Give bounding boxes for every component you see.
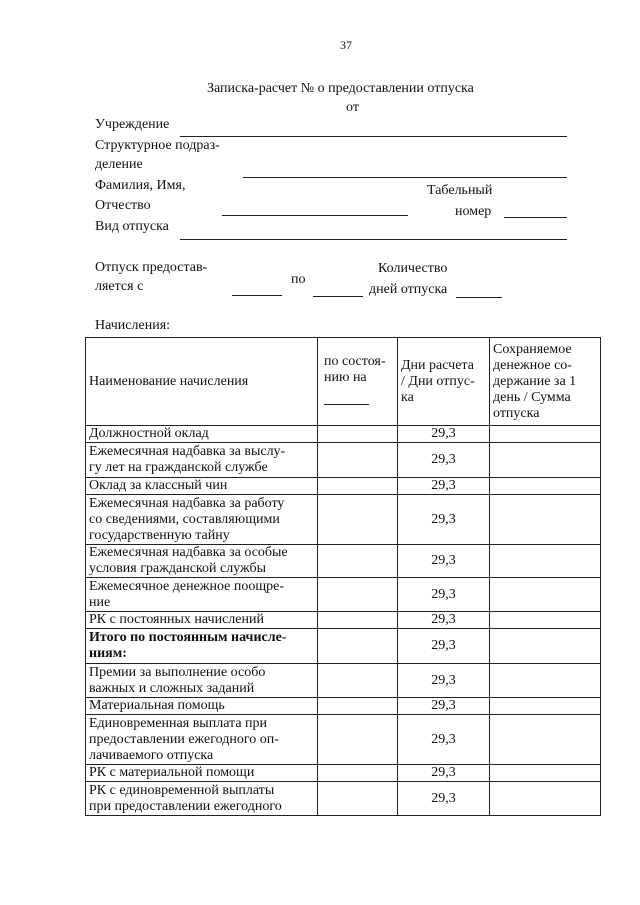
- accrual-name-line: Ежемесячная надбавка за выслу-: [89, 444, 286, 459]
- accrual-name-line: Премии за выполнение особо: [89, 664, 266, 680]
- leave-from-field-line[interactable]: [232, 295, 282, 296]
- accrual-name-line: РК с единовременной выплаты: [89, 782, 275, 798]
- accrual-name-cell: [86, 478, 318, 495]
- days-cell: 29,3: [398, 629, 490, 664]
- table-row: [86, 765, 601, 782]
- leave-type-field-line[interactable]: [180, 239, 567, 240]
- accrual-name-cell: [86, 443, 318, 478]
- amount-cell[interactable]: [490, 495, 601, 545]
- as-of-cell[interactable]: [318, 426, 398, 443]
- accrual-name-line: Должностной оклад: [89, 426, 209, 441]
- accrual-name-line: со сведениями, составляющими: [89, 511, 280, 527]
- name-label: Фамилия, Имя,: [95, 178, 186, 193]
- as-of-cell[interactable]: [318, 578, 398, 612]
- accrual-name-cell: [86, 495, 318, 545]
- days-cell: 29,3: [398, 443, 490, 478]
- accrual-name-cell: [86, 664, 318, 698]
- table-row: [86, 545, 601, 578]
- header-accrual-name: Наименование начисления: [86, 338, 318, 426]
- as-of-cell[interactable]: [318, 782, 398, 816]
- as-of-cell[interactable]: [318, 545, 398, 578]
- days-cell: 29,3: [398, 664, 490, 698]
- days-cell: 29,3: [398, 698, 490, 715]
- days-cell: 29,3: [398, 426, 490, 443]
- accrual-name-cell: [86, 715, 318, 765]
- accrual-name-line: Ежемесячное денежное поощре-: [89, 578, 284, 594]
- document-title: Записка-расчет № о предоставлении отпуска: [207, 81, 474, 96]
- days-cell: 29,3: [398, 765, 490, 782]
- personnel-number-label: Табельный: [427, 183, 493, 198]
- accrual-name-cell: [86, 578, 318, 612]
- department-field-line[interactable]: [243, 177, 567, 178]
- accrual-name-cell: [86, 545, 318, 578]
- amount-cell[interactable]: [490, 715, 601, 765]
- accrual-name-line: Ежемесячная надбавка за работу: [89, 495, 285, 511]
- table-row: [86, 782, 601, 816]
- days-cell: 29,3: [398, 612, 490, 629]
- as-of-cell[interactable]: [318, 478, 398, 495]
- accrual-name-cell: [86, 629, 318, 664]
- accrual-name-line: Материальная помощь: [89, 698, 225, 713]
- department-label: Структурное подраз-: [95, 138, 220, 153]
- accrual-name-line: при предоставлении ежегодного: [89, 798, 282, 814]
- accrual-name-line: Итого по постоянным начисле-: [89, 630, 287, 645]
- department-label-cont: деление: [95, 157, 143, 172]
- amount-cell[interactable]: [490, 782, 601, 816]
- leave-days-field-line[interactable]: [456, 297, 502, 298]
- table-row: [86, 443, 601, 478]
- accrual-name-cell: [86, 782, 318, 816]
- leave-from-label-cont: ляется с: [95, 279, 144, 294]
- leave-to-field-line[interactable]: [313, 296, 363, 297]
- accrual-name-line: РК с постоянных начислений: [89, 612, 264, 627]
- as-of-cell[interactable]: [318, 612, 398, 629]
- name-field-line[interactable]: [222, 215, 408, 216]
- accrual-name-line: Ежемесячная надбавка за особые: [89, 545, 288, 560]
- table-row: [86, 426, 601, 443]
- leave-days-label-cont: дней отпуска: [369, 282, 448, 297]
- page-number: 37: [340, 38, 352, 52]
- accrual-name-cell: [86, 426, 318, 443]
- institution-label: Учреждение: [95, 117, 170, 132]
- table-row: [86, 578, 601, 612]
- accruals-label: Начисления:: [95, 318, 171, 333]
- table-row: [86, 715, 601, 765]
- days-cell: 29,3: [398, 715, 490, 765]
- as-of-date-line[interactable]: [324, 404, 369, 405]
- as-of-cell[interactable]: [318, 698, 398, 715]
- as-of-cell[interactable]: [318, 629, 398, 664]
- name-label-cont: Отчество: [95, 198, 151, 213]
- accrual-name-line: предоставлении ежегодного оп-: [89, 731, 279, 747]
- institution-field-line[interactable]: [180, 136, 567, 137]
- accrual-name-line: условия гражданской службы: [89, 561, 267, 576]
- amount-cell[interactable]: [490, 478, 601, 495]
- document-date-label: от: [346, 100, 359, 115]
- leave-type-label: Вид отпуска: [95, 219, 169, 234]
- accrual-name-line: ние: [89, 594, 111, 610]
- table-row: [86, 478, 601, 495]
- as-of-cell[interactable]: [318, 715, 398, 765]
- accrual-name-line: лачиваемого отпуска: [89, 747, 214, 763]
- days-cell: 29,3: [398, 495, 490, 545]
- as-of-cell[interactable]: [318, 664, 398, 698]
- accrual-name-line: гу лет на гражданской службе: [89, 460, 268, 475]
- leave-from-label: Отпуск предостав-: [95, 260, 208, 275]
- accrual-name-cell: [86, 765, 318, 782]
- as-of-cell[interactable]: [318, 765, 398, 782]
- header-daily-amount: Сохраняемое денежное со- держание за 1 день / Сумма отпуска: [490, 338, 601, 426]
- days-cell: 29,3: [398, 578, 490, 612]
- table-row: [86, 612, 601, 629]
- personnel-number-field-line[interactable]: [504, 217, 567, 218]
- header-as-of-date: по состоя- нию на: [318, 338, 398, 426]
- accrual-name-cell: [86, 612, 318, 629]
- accrual-name-line: Единовременная выплата при: [89, 715, 268, 731]
- amount-cell[interactable]: [490, 664, 601, 698]
- amount-cell[interactable]: [490, 698, 601, 715]
- as-of-cell[interactable]: [318, 443, 398, 478]
- table-header-row: [86, 338, 601, 426]
- accrual-name-line: важных и сложных заданий: [89, 680, 255, 696]
- leave-to-label: по: [291, 272, 306, 287]
- table-row: [86, 495, 601, 545]
- personnel-number-label-cont: номер: [455, 204, 492, 219]
- accruals-table: [85, 337, 601, 816]
- amount-cell[interactable]: [490, 443, 601, 478]
- days-cell: 29,3: [398, 782, 490, 816]
- header-days: Дни расчета / Дни отпус- ка: [398, 338, 490, 426]
- amount-cell[interactable]: [490, 578, 601, 612]
- amount-cell[interactable]: [490, 545, 601, 578]
- accrual-name-line: Оклад за классный чин: [89, 478, 228, 493]
- leave-days-label: Количество: [378, 261, 448, 276]
- days-cell: 29,3: [398, 478, 490, 495]
- accrual-name-line: ниям:: [89, 646, 127, 661]
- amount-cell[interactable]: [490, 765, 601, 782]
- as-of-cell[interactable]: [318, 495, 398, 545]
- amount-cell[interactable]: [490, 426, 601, 443]
- days-cell: 29,3: [398, 545, 490, 578]
- accrual-name-line: государственную тайну: [89, 527, 230, 543]
- table-row: [86, 629, 601, 664]
- accrual-name-line: РК с материальной помощи: [89, 765, 255, 780]
- accrual-name-cell: [86, 698, 318, 715]
- amount-cell[interactable]: [490, 612, 601, 629]
- amount-cell[interactable]: [490, 629, 601, 664]
- table-row: [86, 698, 601, 715]
- table-row: [86, 664, 601, 698]
